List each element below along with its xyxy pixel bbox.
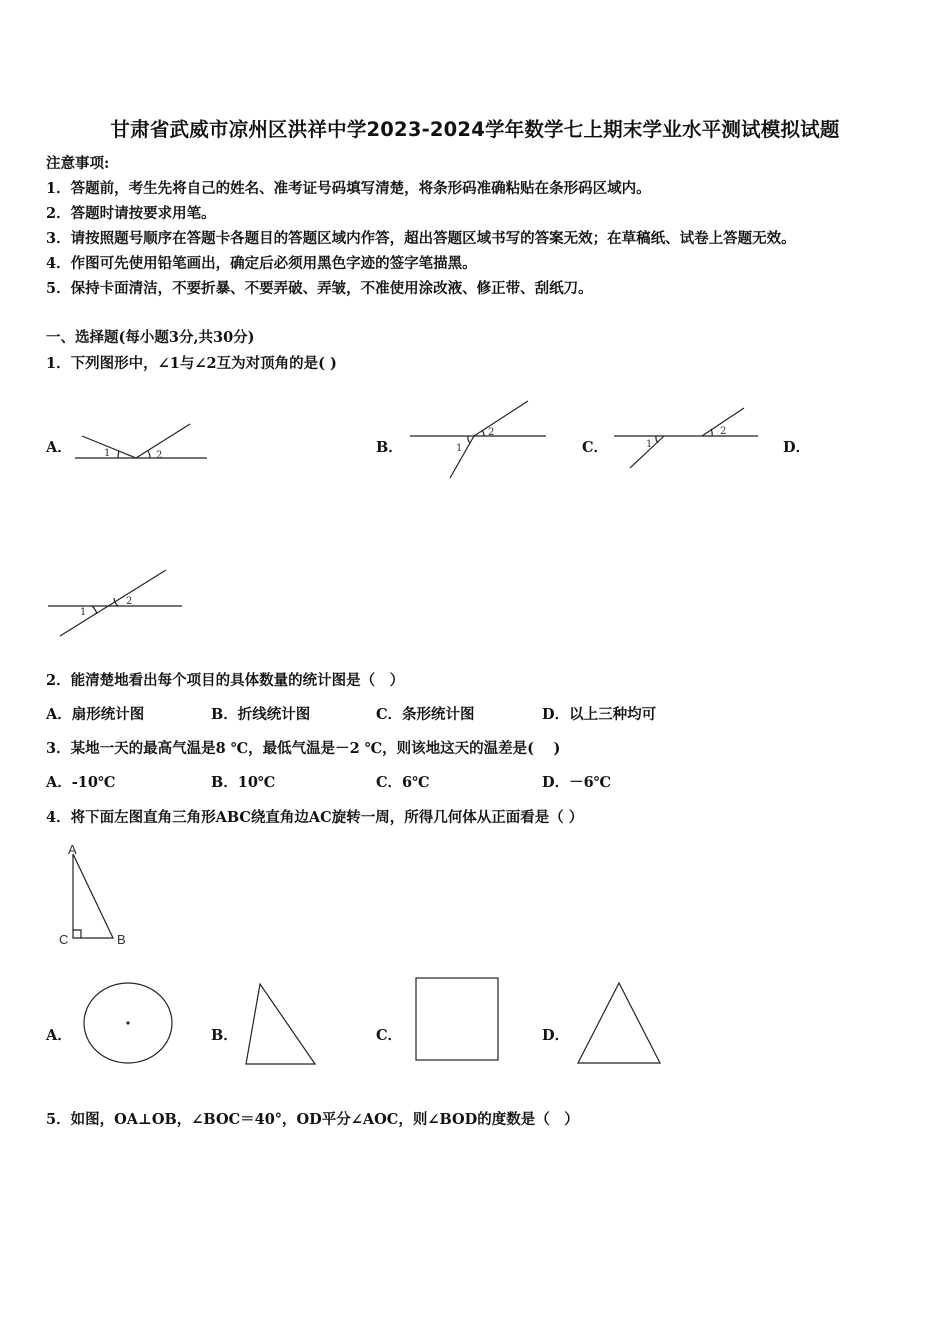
q1-option-a-figure [70,418,210,463]
question-4-text: 4．将下面左图直角三角形ABC绕直角边AC旋转一周，所得几何体从正面看是（ ） [46,809,584,826]
notice-heading: 注意事项: [46,155,110,172]
q2-option-d[interactable]: D．以上三种均可 [542,706,657,723]
q2-option-a[interactable]: A．扇形统计图 [46,706,145,723]
q1-option-d-figure [46,568,186,640]
q4-option-d-triangle-figure [576,980,664,1068]
q3-option-a[interactable]: A．-10℃ [46,774,116,791]
notice-item: 3．请按照题号顺序在答题卡各题目的答题区域内作答，超出答题区域书写的答案无效；在草稿纸、试卷上答题无效。 [46,230,796,247]
angle-2-label: 2 [720,426,727,437]
right-triangle-abc-figure [58,842,138,950]
q4-option-c-label[interactable]: C． [376,1027,403,1044]
angle-2-label: 2 [488,427,495,438]
q1-option-b-figure [408,398,553,483]
vertex-a-label: A [68,842,77,857]
angle-1-label: 1 [104,448,111,459]
notice-item: 2．答题时请按要求用笔。 [46,205,216,222]
question-3-text: 3．某地一天的最高气温是8 ℃，最低气温是－2 ℃，则该地这天的温差是( ) [46,740,561,757]
q3-option-b[interactable]: B．10℃ [211,774,276,791]
page-title: 甘肃省武威市凉州区洪祥中学2023-2024学年数学七上期末学业水平测试模拟试题 [110,118,840,141]
question-5-text: 5．如图，OA⊥OB，∠BOC＝40°，OD平分∠AOC，则∠BOD的度数是（ ） [46,1111,579,1128]
vertex-b-label: B [117,932,126,947]
angle-2-label: 2 [126,596,133,607]
section-heading: 一、选择题(每小题3分,共30分) [46,329,255,346]
angle-1-label: 1 [646,439,653,450]
q4-option-c-square-figure [414,976,502,1064]
question-1-text: 1．下列图形中，∠1与∠2互为对顶角的是( ) [46,355,337,372]
q3-option-d[interactable]: D．－6℃ [542,774,612,791]
q1-option-c-label[interactable]: C． [582,439,609,456]
q1-option-b-label[interactable]: B． [376,439,403,456]
angle-1-label: 1 [456,443,463,454]
vertex-c-label: C [59,932,69,947]
q1-option-c-figure [612,404,762,472]
notice-item: 1．答题前，考生先将自己的姓名、准考证号码填写清楚，将条形码准确粘贴在条形码区域内。 [46,180,651,197]
q4-option-a-label[interactable]: A． [46,1027,72,1044]
notice-item: 4．作图可先使用铅笔画出，确定后必须用黑色字迹的签字笔描黑。 [46,255,477,272]
q4-option-a-circle-figure [82,980,177,1068]
notice-item: 5．保持卡面清洁，不要折暴、不要弄破、弄皱，不准使用涂改液、修正带、刮纸刀。 [46,280,593,297]
q4-option-d-label[interactable]: D． [542,1027,570,1044]
q4-option-b-label[interactable]: B． [211,1027,238,1044]
question-2-text: 2．能清楚地看出每个项目的具体数量的统计图是（ ） [46,672,405,689]
angle-2-label: 2 [156,450,163,461]
q4-option-b-triangle-figure [244,980,319,1070]
q1-option-d-label[interactable]: D． [783,439,811,456]
q2-option-b[interactable]: B．折线统计图 [211,706,311,723]
q1-option-a-label[interactable]: A． [46,439,72,456]
angle-1-label: 1 [80,607,87,618]
q2-option-c[interactable]: C．条形统计图 [376,706,475,723]
q3-option-c[interactable]: C．6℃ [376,774,430,791]
